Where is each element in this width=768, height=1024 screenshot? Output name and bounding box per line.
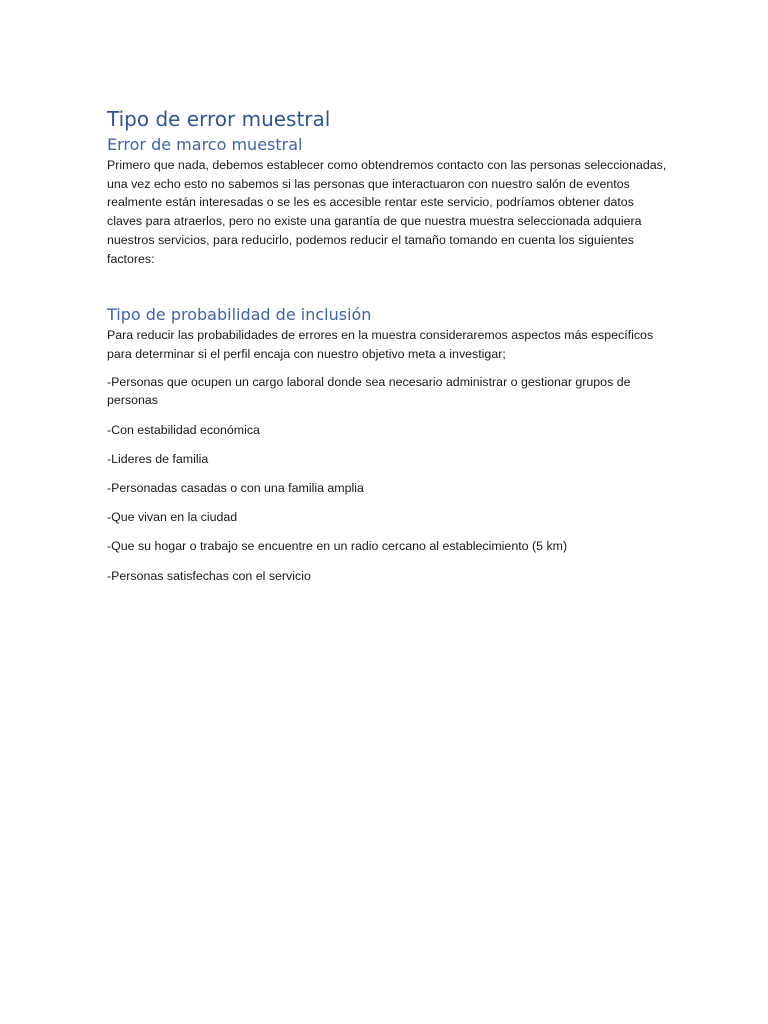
document-page xyxy=(107,104,667,596)
list-item: -Personas que ocupen un cargo laboral donde sea necesario administrar o gestionar grupos de personas xyxy=(107,374,631,408)
list-item: -Que su hogar o trabajo se encuentre en un radio cercano al establecimiento (5 km) xyxy=(107,539,568,554)
criteria-list xyxy=(107,373,667,586)
list-item: -Personas satisfechas con el servicio xyxy=(107,568,311,583)
section-paragraph-marco-muestral: Primero que nada, debemos establecer como obtendremos contacto con las personas seleccionadas, una vez echo esto no sabemos si las personas que interactuaron con nuestro salón de eventos realmente están interesadas o se les es accesible rentar este servicio, podríamos obtener datos claves para atraerlos, pero no existe una garantía de que nuestra muestra seleccionada adquiera nuestros servicios, para reducirlo, podemos reducir el tamaño tomando en cuenta los siguientes factores: xyxy=(107,158,667,266)
list-item: -Personadas casadas o con una familia amplia xyxy=(107,480,364,495)
document-title: Tipo de error muestral xyxy=(107,107,331,131)
list-item: -Con estabilidad económica xyxy=(107,422,260,437)
section-heading-marco-muestral: Error de marco muestral xyxy=(107,135,303,154)
list-item: -Lideres de familia xyxy=(107,451,209,466)
section-heading-probabilidad-inclusion: Tipo de probabilidad de inclusión xyxy=(107,305,372,325)
section-paragraph-probabilidad-inclusion: Para reducir las probabilidades de errores en la muestra consideraremos aspectos más específicos para determinar si el perfil encaja con nuestro objetivo meta a investigar; xyxy=(107,328,654,361)
list-item: -Que vivan en la ciudad xyxy=(107,510,238,525)
